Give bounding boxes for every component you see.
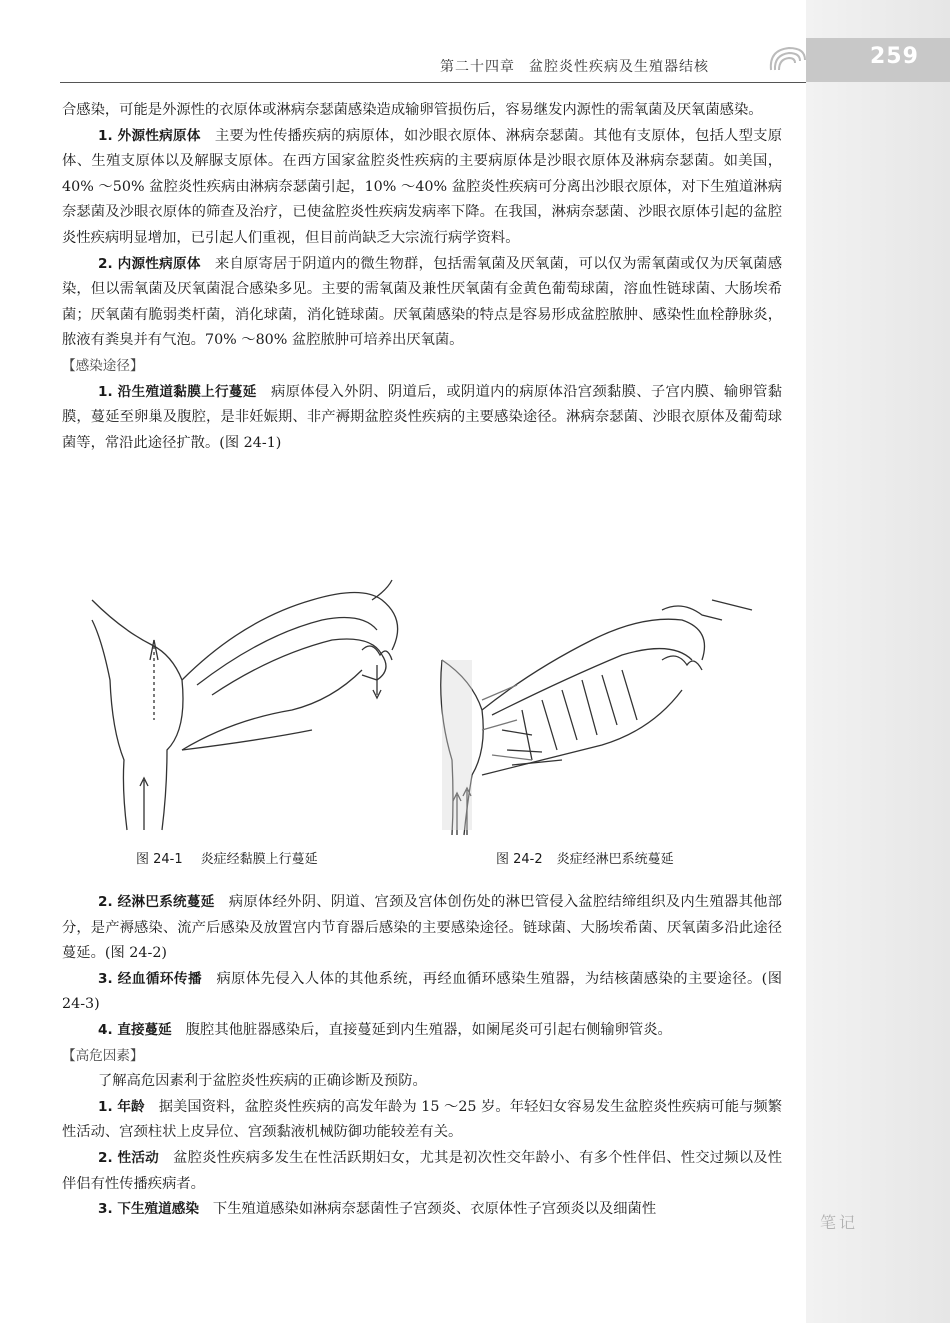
paragraph-lymphatic: 2. 经淋巴系统蔓延 病原体经外阴、阴道、宫颈及宫体创伤处的淋巴管侵入盆腔结缔组织及内生殖器其他部分，是产褥感染、流产后感染及放置宫内节育器后感染的主要感染途径。链球菌、大肠埃希菌、厌氧菌多沿此途径蔓延。(图 24-2) [62, 894, 782, 962]
paragraph-blood: 3. 经血循环传播 病原体先侵入人体的其他系统，再经血循环感染生殖器，为结核菌感染的主要途径。(图 24-3) [62, 970, 782, 1013]
figure-24-2-caption [496, 848, 674, 867]
figure-title: 炎症经黏膜上行蔓延 [200, 852, 318, 867]
paragraph-risk-intro: 了解高危因素利于盆腔炎性疾病的正确诊断及预防。 [98, 1073, 427, 1090]
para-heading: 3. 经血循环传播 [98, 970, 202, 987]
figure-24-1-caption [136, 848, 318, 867]
figure-label: 图 24-2 [496, 852, 543, 867]
para-heading: 4. 直接蔓延 [98, 1021, 172, 1038]
paragraph-endogenous: 2. 内源性病原体 来自原寄居于阴道内的微生物群，包括需氧菌及厌氧菌，可以仅为需氧菌或仅为厌氧菌感染，但以需氧菌及厌氧菌混合感染多见。主要的需氧菌及兼性厌氧菌有金黄色葡萄球菌，溶血性链球菌、大肠埃希菌；厌氧菌有脆弱类杆菌，消化球菌，消化链球菌。厌氧菌感染的特点是容易形成盆腔脓肿、感染性血栓静脉炎，脓液有粪臭并有气泡。70% ～80% 盆腔脓肿可培养出厌氧菌。 [62, 255, 782, 349]
cervix-shading [442, 660, 472, 830]
margin-note-label: 笔记 [820, 1213, 859, 1232]
section-heading-risk: 【高危因素】 [62, 1047, 144, 1064]
section-heading-route: 【感染途径】 [62, 357, 144, 374]
paragraph-sexual-activity: 2. 性活动 盆腔炎性疾病多发生在性活跃期妇女，尤其是初次性交年龄小、有多个性伴侣、性交过频以及性伴侣有性传播疾病者。 [62, 1149, 782, 1192]
header-rule [60, 82, 806, 83]
body-text-top [62, 98, 782, 456]
figure-illustrations [62, 560, 782, 880]
paragraph-mucosa: 1. 沿生殖道黏膜上行蔓延 病原体侵入外阴、阴道后，或阴道内的病原体沿宫颈黏膜、子宫内膜、输卵管黏膜，蔓延至卵巢及腹腔，是非妊娠期、非产褥期盆腔炎性疾病的主要感染途径。淋病奈瑟菌、沙眼衣原体及葡萄球菌等，常沿此途径扩散。(图 24-1) [62, 383, 782, 451]
body-text-bottom [62, 890, 782, 1223]
paragraph-age: 1. 年龄 据美国资料，盆腔炎性疾病的高发年龄为 15 ～25 岁。年轻妇女容易发生盆腔炎性疾病可能与频繁性活动、宫颈柱状上皮异位、宫颈黏液机械防御功能较差有关。 [62, 1098, 783, 1141]
figure-label: 图 24-1 [136, 852, 183, 867]
figure-24-2-drawing [441, 600, 752, 835]
right-margin-band [806, 0, 950, 1323]
swirl-logo-icon [765, 40, 809, 80]
para-heading: 2. 性活动 [98, 1149, 159, 1166]
paragraph-exogenous: 1. 外源性病原体 主要为性传播疾病的病原体，如沙眼衣原体、淋病奈瑟菌。其他有支原体，包括人型支原体、生殖支原体以及解脲支原体。在西方国家盆腔炎性疾病的主要病原体是沙眼衣原体及淋病奈瑟菌。如美国，40% ～50% 盆腔炎性疾病由淋病奈瑟菌引起，10% ～40% 盆腔炎性疾病可分离出沙眼衣原体，对下生殖道淋病奈瑟菌及沙眼衣原体的筛查及治疗，已使盆腔炎性疾病发病率下降。在我国，淋病奈瑟菌、沙眼衣原体引起的盆腔炎性疾病明显增加，已引起人们重视，但目前尚缺乏大宗流行病学资料。 [62, 127, 782, 246]
chapter-name: 盆腔炎性疾病及生殖器结核 [529, 59, 709, 75]
paragraph-lower-tract: 3. 下生殖道感染 下生殖道感染如淋病奈瑟菌性子宫颈炎、衣原体性子宫颈炎以及细菌性 [98, 1201, 657, 1218]
figure-title: 炎症经淋巴系统蔓延 [556, 852, 674, 867]
figure-24-1-drawing [92, 580, 398, 830]
paragraph-direct: 4. 直接蔓延 腹腔其他脏器感染后，直接蔓延到内生殖器，如阑尾炎可引起右侧输卵管炎。 [98, 1021, 672, 1038]
para-heading: 3. 下生殖道感染 [98, 1201, 199, 1218]
para-heading: 1. 年龄 [98, 1098, 145, 1115]
page-number: 259 [870, 44, 919, 69]
running-header [440, 56, 709, 76]
para-heading: 1. 外源性病原体 [98, 127, 201, 144]
chapter-number: 第二十四章 [440, 59, 515, 75]
paragraph-continuation: 合感染，可能是外源性的衣原体或淋病奈瑟菌感染造成输卵管损伤后，容易继发内源性的需氧菌及厌氧菌感染。 [62, 102, 763, 118]
para-heading: 2. 内源性病原体 [98, 255, 201, 272]
para-heading: 1. 沿生殖道黏膜上行蔓延 [98, 383, 257, 400]
para-heading: 2. 经淋巴系统蔓延 [98, 894, 215, 910]
